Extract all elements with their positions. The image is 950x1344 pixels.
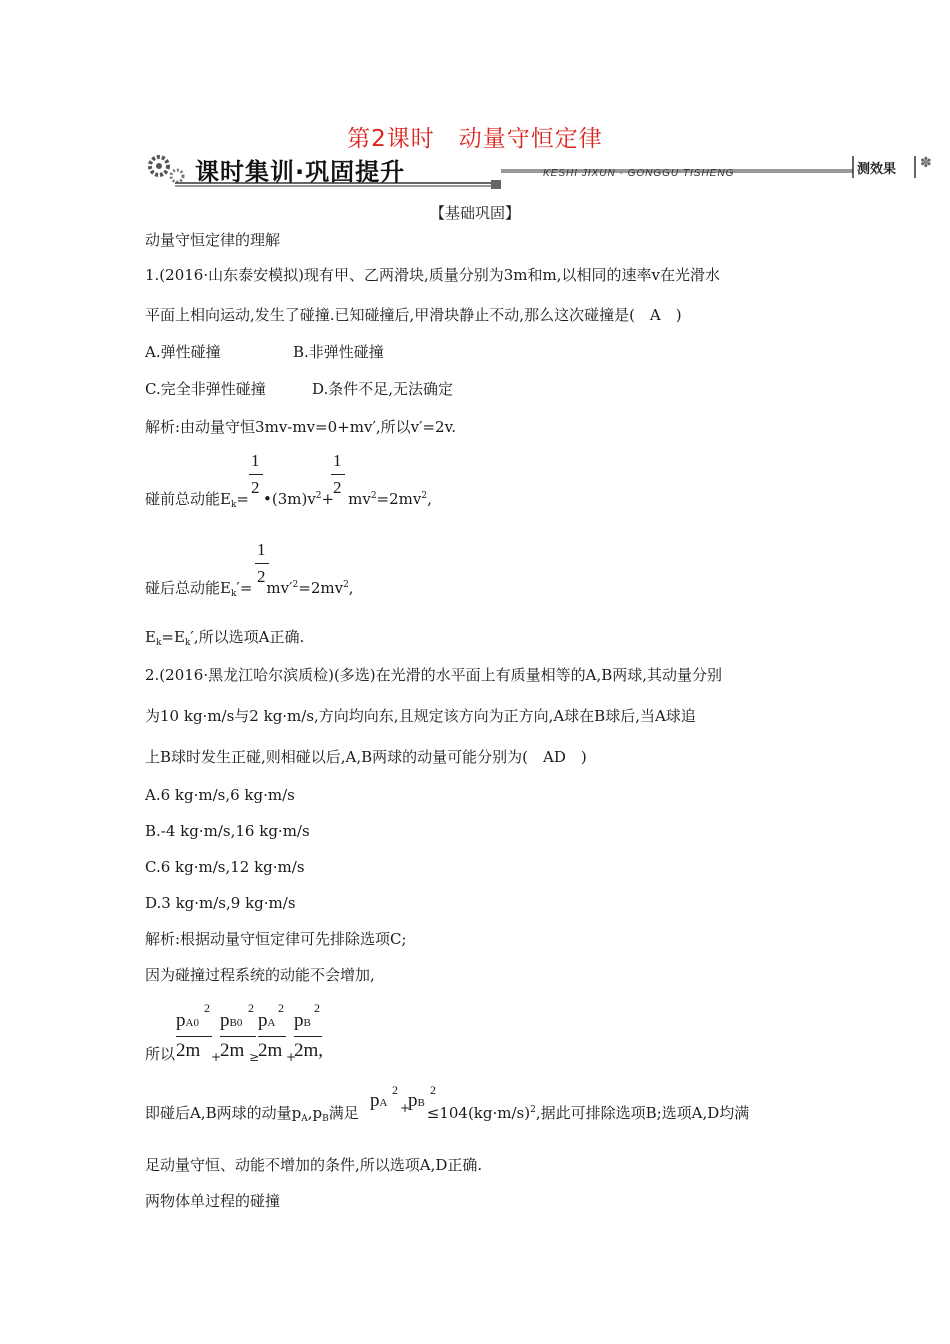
question-1-line-2: 平面上相向运动,发生了碰撞.已知碰撞后,甲滑块静止不动,那么这次碰撞是( A ) — [145, 306, 682, 324]
kinetic-energy-before: 碰前总动能$E_k=$ $•(3m)v^2+ mv^2=2mv^2$, — [145, 490, 432, 510]
topic-heading-2: 两物体单过程的碰撞 — [145, 1192, 281, 1210]
question-2-line-1: 2.(2016·黑龙江哈尔滨质检)(多选)在光滑的水平面上有质量相等的A,B两球,其动量分别 — [145, 666, 723, 684]
fraction-numerator: 1 — [257, 540, 266, 559]
section-banner — [145, 150, 945, 190]
fraction-bar — [255, 563, 269, 564]
fraction-bar — [331, 474, 345, 475]
question-2-option-d: D.3 kg·m/s,9 kg·m/s — [145, 894, 296, 912]
question-2-last-line: 足动量守恒、动能不增加的条件,所以选项A,D正确. — [145, 1156, 483, 1174]
question-2-line-3: 上B球时发生正碰,则相碰以后,A,B两球的动量可能分别为( AD ) — [145, 748, 587, 766]
fraction-denominator: 2 — [257, 567, 266, 586]
question-1-option-a: A.弹性碰撞 — [145, 343, 221, 361]
question-2-option-b: B.-4 kg·m/s,16 kg·m/s — [145, 822, 310, 840]
banner-title: 课时集训·巩固提升 — [195, 158, 406, 186]
question-1-option-c: C.完全非弹性碰撞 — [145, 380, 266, 398]
fraction-bar — [249, 474, 263, 475]
topic-heading: 动量守恒定律的理解 — [145, 231, 281, 249]
fraction-numerator: 1 — [251, 451, 260, 470]
question-2-option-c: C.6 kg·m/s,12 kg·m/s — [145, 858, 305, 876]
question-2-analysis-2: 因为碰撞过程系统的动能不会增加, — [145, 966, 375, 984]
question-1-option-b: B.非弹性碰撞 — [293, 343, 384, 361]
fraction-denominator: 2 — [251, 478, 260, 497]
question-1-line-1: 1.(2016·山东泰安模拟)现有甲、乙两滑块,质量分别为3m和m,以相同的速率v在光滑水 — [145, 266, 720, 284]
question-2-line-after: 即碰后A,B两球的动量$p_A,p_B$满足 $\le 104(kg\cdot m/s)^2$,据此可排除选项B;选项A,D均满 — [145, 1104, 750, 1124]
so-label: 所以 — [145, 1045, 176, 1063]
question-1-conclusion: $E_k=E_k'$,所以选项A正确. — [145, 628, 305, 648]
kinetic-energy-after: 碰后总动能$E_k'= mv'^2=2mv^2$, — [145, 579, 354, 599]
fraction-denominator: 2 — [333, 478, 342, 497]
momentum-a-squared: pA — [370, 1090, 388, 1111]
banner-subtitle: KESHI JIXUN · GONGGU TISHENG — [543, 168, 735, 179]
question-1-option-d: D.条件不足,无法确定 — [312, 380, 454, 398]
banner-right-label: 测效果 — [857, 162, 897, 177]
question-2-line-2: 为10 kg·m/s与2 kg·m/s,方向均向东,且规定该方向为正方向,A球在B球后,当A球追 — [145, 707, 696, 725]
fraction-numerator: 1 — [333, 451, 342, 470]
question-2-analysis-1: 解析:根据动量守恒定律可先排除选项C; — [145, 930, 407, 948]
flower-icon: ✽ — [920, 155, 932, 171]
section-label: 【基础巩固】 — [429, 204, 520, 222]
momentum-b-squared: pB — [408, 1090, 425, 1111]
question-1-analysis: 解析:由动量守恒3mv-mv=0+mv′,所以v′=2v. — [145, 418, 457, 436]
question-2-option-a: A.6 kg·m/s,6 kg·m/s — [145, 786, 295, 804]
page-title: 第2课时 动量守恒定律 — [347, 126, 603, 152]
